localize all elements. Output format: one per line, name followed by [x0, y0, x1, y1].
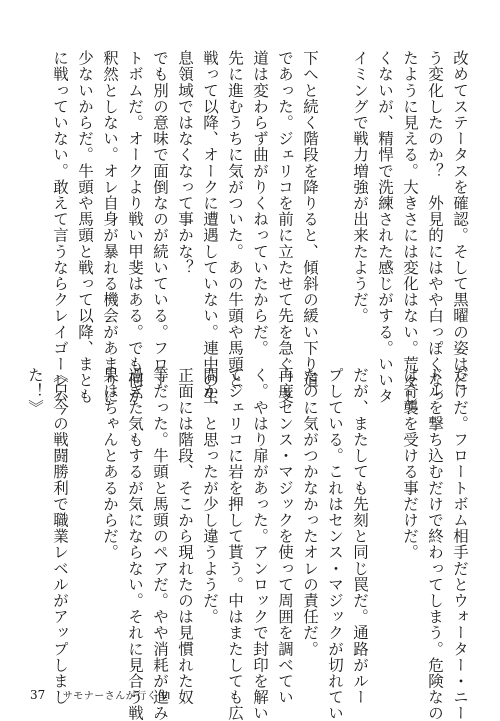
text-line: 息領域ではなくなって事かな？ [176, 50, 194, 276]
text-line: たように見える。大きさには変化はない。荒々し [401, 50, 419, 405]
text-line: イミングで戦力増強が出来たようだ。 [351, 50, 369, 324]
text-line: 道は変わらず曲がりくねっていたからだ。 [251, 50, 269, 356]
text-line: トボムだ。オークより戦い甲斐はある。でも何か [126, 50, 144, 405]
text-line: だけだ。フロートボム相手だとウォーター・ニー [451, 367, 469, 721]
text-line: 釈然としない。オレ自身が暴れる機会があまりに [101, 50, 119, 405]
blank-line [322, 50, 347, 350]
text-line: た！》 [26, 367, 44, 416]
text-line: くないが、精悍で洗練された感じがする。いいタ [376, 50, 394, 405]
text-line: 戦って以降、オークに遭遇していない。連中の生 [201, 50, 219, 405]
text-line: ドルを撃ち込むだけで終わってしまう。危険なの [426, 367, 444, 721]
text-line: たのに気がつかなかったオレの責任だ。 [301, 367, 319, 657]
text-line: 《只今の戦闘勝利で職業レベルがアップしまし [51, 367, 69, 706]
text-line: てジェリコに岩を押して貰う。中はまたしても広 [226, 367, 244, 721]
text-line: プしている。これはセンス・マジックが切れてい [326, 367, 344, 721]
text-line: は奇襲を受ける事だけだ。 [401, 367, 419, 561]
text-line: 下へと続く階段を降りると、傾斜の緩い下り道 [301, 50, 319, 389]
text-line: 少ないからだ。牛頭や馬頭と戦って以降、まとも [76, 50, 94, 405]
text-line: 正面には階段、そこから現れたのは見慣れた奴 [176, 367, 194, 706]
page-number: 37 [30, 688, 46, 702]
text-line: く。やはり扉があった。アンロックで封印を解い [251, 367, 269, 721]
text-line: う変化したのか？ 外見的にはやや白っぽくなっ [426, 50, 444, 405]
text-line: 先に進むうちに気がついた。あの牛頭や馬頭と [226, 50, 244, 389]
text-line: 等だった。牛頭と馬頭のペアだ。やや消耗が進み [151, 367, 169, 721]
text-line: 再度センス・マジックを使って周囲を調べてい [276, 367, 294, 706]
text-line: 間か、と思ったが少し違うようだ。 [201, 367, 219, 625]
text-line: 過ぎた気もするが気にならない。それに見合う戦 [126, 367, 144, 721]
blank-line [72, 367, 97, 657]
text-line: でも別の意味で面倒なのが続いている。フロー [151, 50, 169, 389]
text-block-upper [47, 50, 472, 405]
text-line: だが、またしても先刻と同じ罠だ。通路がルー [351, 367, 369, 706]
text-line: であった。ジェリコを前に立たせて先を急ぐ。支 [276, 50, 294, 405]
running-title: サモナーさんが行く Ⅵ [62, 691, 171, 702]
blank-line [372, 367, 397, 657]
text-line: 改めてステータスを確認。そして黒曜の姿はど [451, 50, 469, 389]
page-footer [30, 687, 171, 702]
text-line: に戦っていない。敢えて言うならクレイゴーレム [51, 50, 69, 405]
text-line: 果はちゃんとあるからだ。 [101, 367, 119, 561]
